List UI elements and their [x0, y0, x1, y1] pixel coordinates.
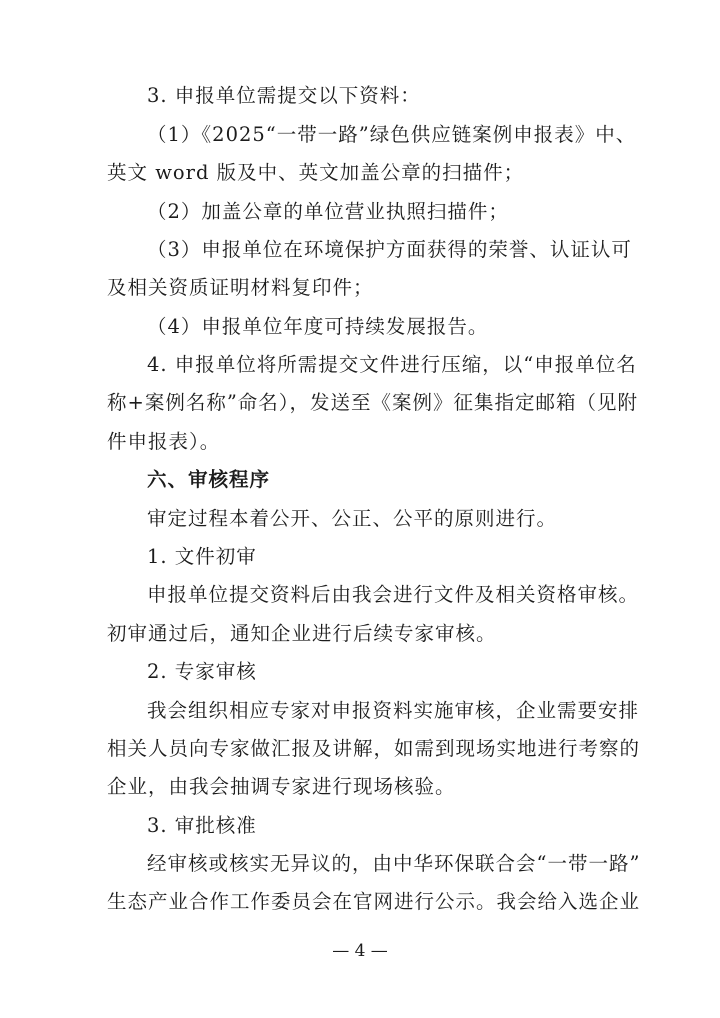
item-3-1-line-1: （1）《2025“一带一路”绿色供应链案例申报表》中、: [147, 123, 637, 146]
step-3-line-2: 生态产业合作工作委员会在官网进行公示。我会给入选企业: [107, 890, 641, 913]
step-1-line-2: 初审通过后，通知企业进行后续专家审核。: [107, 622, 497, 645]
item-3-2: （2）加盖公章的单位营业执照扫描件；: [147, 200, 509, 223]
review-principle: 审定过程本着公开、公正、公平的原则进行。: [147, 507, 558, 530]
step-2-line-3: 企业，由我会抽调专家进行现场核验。: [107, 775, 456, 798]
step-1-title: 1. 文件初审: [147, 545, 257, 568]
item-3-3-line-2: 及相关资质证明材料复印件；: [107, 276, 374, 299]
item-3-4: （4）申报单位年度可持续发展报告。: [147, 315, 489, 338]
item-4-line-1: 4. 申报单位将所需提交文件进行压缩，以“申报单位名: [147, 353, 637, 376]
step-2-line-1: 我会组织相应专家对申报资料实施审核，企业需要安排: [147, 699, 640, 722]
step-2-title: 2. 专家审核: [147, 660, 257, 683]
step-1-line-1: 申报单位提交资料后由我会进行文件及相关资格审核。: [147, 583, 640, 606]
item-3-3-line-1: （3）申报单位在环境保护方面获得的荣誉、认证认可: [147, 238, 632, 261]
step-2-line-2: 相关人员向专家做汇报及讲解，如需到现场实地进行考察的: [107, 737, 641, 760]
section-heading-review: 六、审核程序: [147, 468, 271, 491]
step-3-line-1: 经审核或核实无异议的，由中华环保联合会“一带一路”: [147, 852, 641, 875]
item-4-line-2: 称+案例名称”命名），发送至《案例》征集指定邮箱（见附: [107, 391, 639, 414]
item-3-1-line-2: 英文 word 版及中、英文加盖公章的扫描件；: [107, 161, 525, 184]
item-4-line-3: 件申报表）。: [107, 430, 221, 453]
page-number: — 4 —: [332, 941, 388, 961]
item-3-intro: 3. 申报单位需提交以下资料：: [147, 84, 421, 107]
step-3-title: 3. 审批核准: [147, 814, 257, 837]
